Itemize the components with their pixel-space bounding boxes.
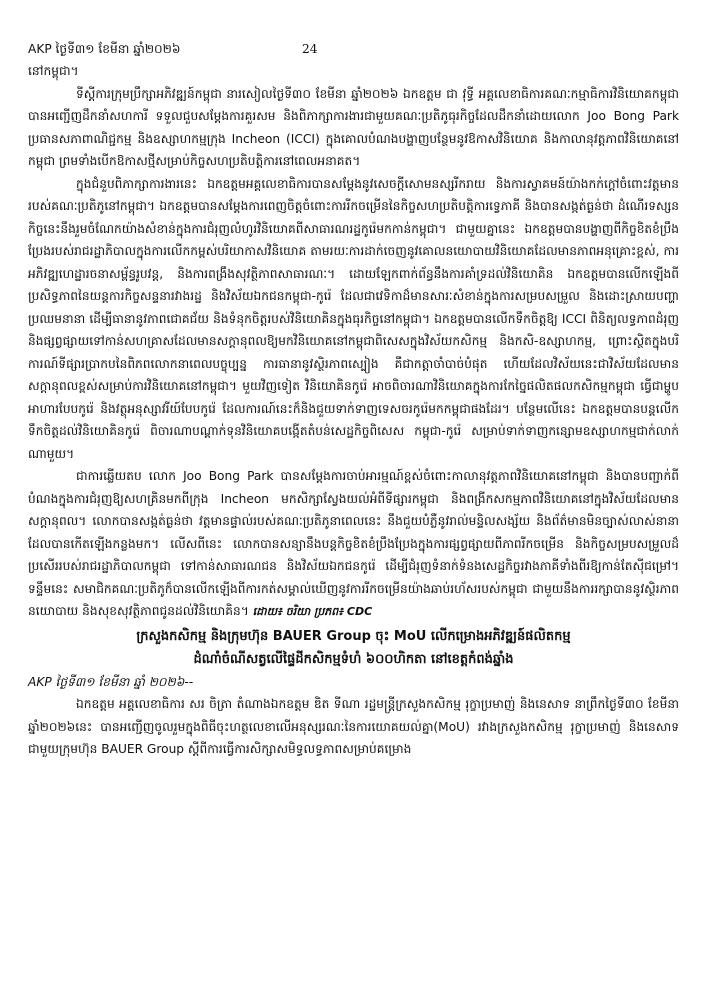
article-paragraph: ក្នុងជំនួបពិភាក្សាការងារនេះ ឯកឧត្តមអគ្គលេខាធិការបានសម្តែងនូវសេចក្តីសោមនស្សរីករាយ និងការស្វាគមន៍យ៉ាងកក់ក្តៅចំពោះវត្តមានរបស់គណៈប្រតិភូនៅកម្ពុជា។ ឯកឧត្តមបានសម្តែងការពេញចិត្តចំពោះការរីកចម្រើននៃកិច្ចសហប្រតិបត្តិការទ្វេភាគី និងបានសង្កត់ធ្ងន់ថា ដំណើរទស្សនកិច្ចនេះនឹងរួមចំណែកយ៉ាងសំខាន់ក្នុងការជំរុញលំហូរវិនិយោគពីសាធារណរដ្ឋកូរ៉េមកកាន់កម្ពុជា។ ជាមួយគ្នានេះ ឯកឧត្តមបានបង្ហាញពីកិច្ចខិតខំប្រឹងប្រែងរបស់រាជរដ្ឋាភិបាលក្នុងការលើកកម្ពស់បរិយាកាសវិនិយោគ តាមរយៈការដាក់ចេញនូវគោលនយោបាយវិនិយោគដែលមានភាពអនុគ្រោះខ្ពស់, ការអភិវឌ្ឍហេដ្ឋារចនាសម្ព័ន្ធរូបវន្ត, និងការពង្រឹងសុវត្ថិភាពសាធារណៈ។ ដោយឡែកពាក់ព័ន្ធនឹងការគាំទ្រដល់វិនិយោគិន ឯកឧត្តមបានលើកឡើងពីប្រសិទ្ធភាពនៃយន្តការកិច្ចសន្ទនារវាងរដ្ឋ និងវិស័យឯកជនកម្ពុជា-កូរ៉េ ដែលជាវេទិកាដ៏មានសារៈសំខាន់ក្នុងការសម្របសម្រួល និងដោះស្រាយបញ្ហាប្រឈមនានា ដើម្បីធានានូវភាពជោគជ័យ និងទំនុកចិត្តរបស់វិនិយោគិនក្នុងធុរកិច្ចនៅកម្ពុជា។ ឯកឧត្តមបានលើកទឹកចិត្តឱ្យ ICCI ពិនិត្យលទ្ធភាពដំរុញ និងផ្សព្វផ្សាយទៅកាន់សហគ្រាសដែលមានសក្តានុពលឱ្យមកវិនិយោគនៅកម្ពុជាពិសេសក្នុងវិស័យកសិកម្ម និងកសិ-ឧស្សាហកម្ម, ព្រោះស្ថិតក្នុងបរិការណ៍ទីផ្សារប្រាកបនៃពិភពលោកនាពេលបច្ចុប្បន្ន ការធានានូវស្ថិរភាពស្បៀង គឺជាកត្តាចាំបាច់បំផុត ហើយដែលវិស័យនេះជាវិស័យដែលមានសក្តានុពលខ្ពស់សម្រាប់ការវិនិយោគនៅកម្ពុជា។ មួយវិញទៀត វិនិយោគិនកូរ៉េ អាចពិចារណាវិនិយោគក្នុងការកែច្នៃផលិតផលកសិកម្មកម្ពុជា ធ្វើជាម្ហូបអាហារបែបកូរ៉េ និងវត្ថុអនុស្សាវរីយ៍បែបកូរ៉េ ដែលការណ៍នេះក៏និងជួយទាក់ទាញទេសចរកូរ៉េមកកម្ពុជាផងដែរ។ បន្ថែមលើនេះ ឯកឧត្តមបានបន្តលើកទឹកចិត្តដល់វិនិយោគិនកូរ៉េ ពិចារណាបណ្តាក់ទុនវិនិយោគបង្កើតតំបន់សេដ្ឋកិច្ចពិសេស កម្ពុជា-កូរ៉េ សម្រាប់ទាក់ទាញកន្សោមឧស្សាហកម្មជាក់លាក់ណាមួយ។	[28, 176, 679, 461]
header-dateline: AKP ថ្ងៃទី៣១ ខែមីនា ឆ្នាំ២០២៦	[28, 42, 181, 56]
article-paragraph: ឯកឧត្តម អគ្គលេខាធិការ សរ ចិត្រា តំណាងឯកឧត្តម ឌិត ទីណា រដ្ឋមន្ត្រីក្រសួងកសិកម្ម រុក្ខាប្រមាញ់ និងនេសាទ នាព្រឹកថ្ងៃទី៣០ ខែមីនា ឆ្នាំ២០២៦នេះ បានអញ្ជើញចូលរួមក្នុងពិធីចុះហត្ថលេខាលើអនុស្សរណៈនៃការយោគយល់គ្នា(MoU) រវាងក្រសួងកសិកម្ម រុក្ខាប្រមាញ់ និងនេសាទ ជាមួយក្រុមហ៊ុន BAUER Group ស្តីពីការធ្វើការសិក្សាសមិទ្ធលទ្ធភាពសម្រាប់គម្រោង	[28, 697, 679, 756]
page-number: 24	[302, 42, 318, 56]
article-bauer-mou	[28, 625, 679, 761]
article-cdc-meeting	[28, 60, 679, 624]
article-paragraph	[28, 465, 679, 624]
page-header	[28, 38, 679, 58]
article-paragraph: ទីស្តីការក្រុមប្រឹក្សាអភិវឌ្ឍន៍កម្ពុជា នារសៀលថ្ងៃទី៣០ ខែមីនា ឆ្នាំ២០២៦ ឯកឧត្តម ជា វុទ្ធី អគ្គលេខាធិការគណៈកម្មាធិការវិនិយោគកម្ពុជា បានអញ្ជើញដឹកនាំសហការី ទទួលជួបសម្តែងការគួរសម និងពិភាក្សាការងារជាមួយគណៈប្រតិភូធុរកិច្ចដែលដឹកនាំដោយលោក Joo Bong Park ប្រធានសភាពាណិជ្ជកម្ម និងឧស្សាហកម្មក្រុង Incheon (ICCI) ក្នុងគោលបំណងបង្ហាញបន្ថែមនូវឱកាសវិនិយោគ និងកាលានុវត្តភាពវិនិយោគនៅកម្ពុជា ព្រមទាំងបើកឱកាសថ្មីសម្រាប់កិច្ចសហប្រតិបត្តិការនៅពេលអនាគត។	[28, 86, 679, 168]
headline-line-2: ដំណាំចំណីសត្វលើផ្ទៃដីកសិកម្មទំហំ ៦០០ហិកតា នៅខេត្តកំពង់ឆ្នាំង	[193, 651, 514, 667]
article-dateline: AKP ថ្ងៃទី៣១ ខែមីនា ឆ្នាំ ២០២៦--	[28, 674, 194, 689]
article-headline	[28, 625, 679, 671]
article-byline: ដោយ៖ ចរិយា ប្រភព៖ CDC	[252, 605, 373, 618]
continued-line: នៅកម្ពុជា។	[28, 64, 79, 78]
paragraph-text: ជាការឆ្លើយតប លោក Joo Bong Park បានសម្តែងការចាប់អារម្មណ៍ខ្ពស់ចំពោះកាលានុវត្តភាពវិនិយោគនៅកម្ពុជា និងបានបញ្ជាក់ពីបំណងក្នុងការជំរុញឱ្យសហគ្រិនមកពីក្រុង Incheon មកសិក្សាស្វែងយល់អំពីទីផ្សារកម្ពុជា និងពង្រីកសកម្មភាពវិនិយោគនៅក្នុងវិស័យដែលមានសក្តានុពល។ លោកបានសង្កត់ធ្ងន់ថា វត្តមានផ្ទាល់របស់គណៈប្រតិភូនាពេលនេះ នឹងជួយបំភ្លឺនូវរាល់មន្ទិលសង្ស័យ និងព័ត៌មានមិនច្បាស់លាស់នានាដែលបានកើតឡើងកន្លងមក។ លើសពីនេះ លោកបានសន្យានឹងបន្តកិច្ចខិតខំប្រឹងប្រែងក្នុងការផ្សព្វផ្សាយពីភាពរីកចម្រើន និងកិច្ចសម្របសម្រួលដ៏ប្រសើររបស់រាជរដ្ឋាភិបាលកម្ពុជា ទៅកាន់សាធារណជន និងវិស័យឯកជនកូរ៉េ ដើម្បីជំរុញទំនាក់ទំនងសេដ្ឋកិច្ចរវាងភាគីទាំងពីរឱ្យកាន់តែស៊ីជម្រៅ។ ទន្ទឹមនេះ សមាជិកគណៈប្រតិភូក៏បានលើកឡើងពីការកត់សម្គាល់ឃើញនូវការរីកចម្រើនយ៉ាងឆាប់រហ័សរបស់កម្ពុជា ជាមួយនឹងការរក្សាបាននូវស្ថិរភាពនយោបាយ និងសុខសុវត្ថិភាពជូនដល់វិនិយោគិន។	[28, 469, 679, 618]
headline-line-1: ក្រសួងកសិកម្ម និងក្រុមហ៊ុន BAUER Group ចុះ MoU លើកម្រោងអភិវឌ្ឍន៍ផលិតកម្ម	[136, 628, 571, 644]
